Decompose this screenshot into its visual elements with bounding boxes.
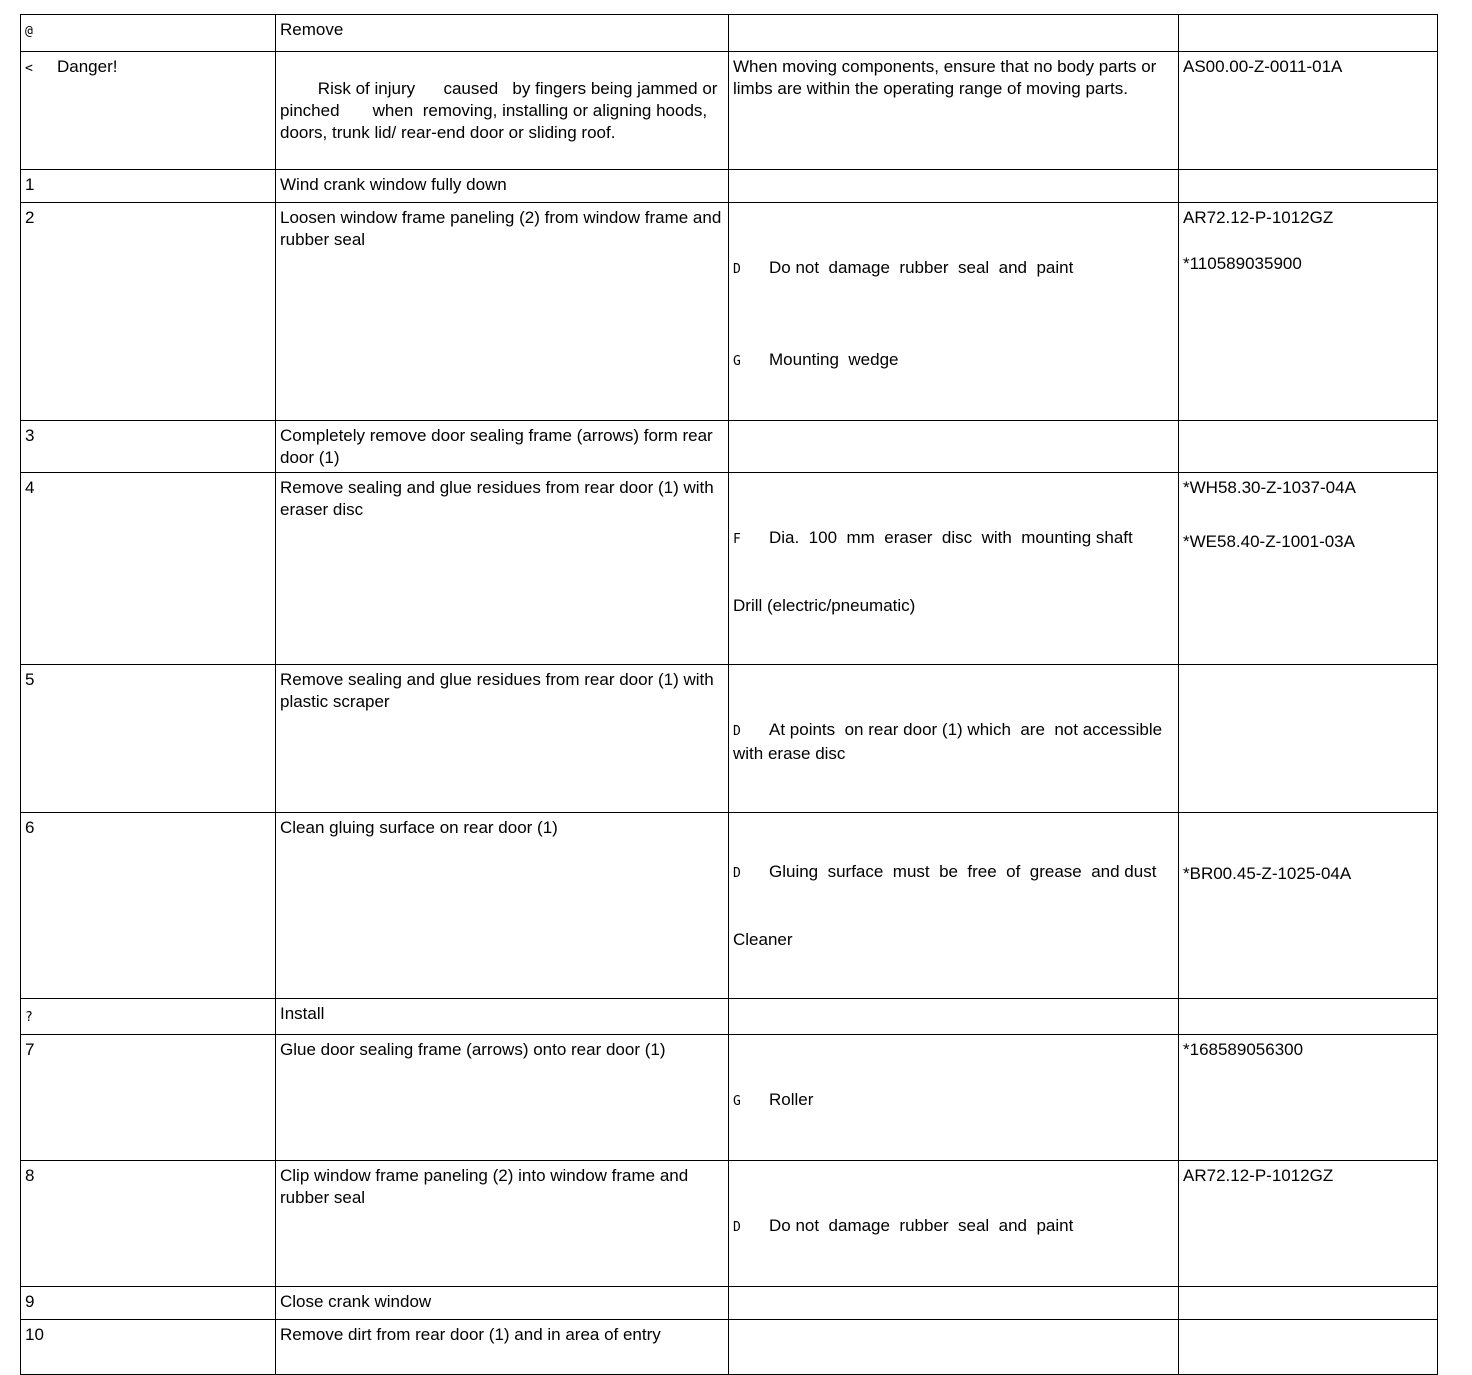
note-text: Gluing surface must be free of grease and dust bbox=[769, 862, 1157, 881]
step-cell bbox=[21, 1035, 276, 1161]
refs-cell bbox=[1179, 473, 1438, 665]
step-number: 8 bbox=[25, 1166, 35, 1185]
action-cell bbox=[276, 421, 729, 473]
step-number: 3 bbox=[25, 426, 35, 445]
step-number: 5 bbox=[25, 670, 35, 689]
section-title: Install bbox=[280, 1004, 325, 1023]
note-symbol: D bbox=[733, 866, 741, 881]
procedure-table bbox=[20, 14, 1438, 1375]
table-row bbox=[21, 1287, 1438, 1320]
step-cell bbox=[21, 170, 276, 203]
note-symbol: D bbox=[733, 724, 741, 739]
refs-cell bbox=[1179, 52, 1438, 170]
table-row bbox=[21, 1161, 1438, 1287]
step-cell bbox=[21, 1287, 276, 1320]
table-row bbox=[21, 999, 1438, 1035]
refs-cell bbox=[1179, 15, 1438, 52]
action-cell bbox=[276, 1161, 729, 1287]
danger-label: Danger! bbox=[57, 57, 118, 76]
notes-cell bbox=[729, 665, 1179, 813]
refs-cell bbox=[1179, 1320, 1438, 1375]
notes-cell bbox=[729, 52, 1179, 170]
refs-cell bbox=[1179, 999, 1438, 1035]
step-text: Remove sealing and glue residues from rear door (1) with eraser disc bbox=[280, 478, 714, 519]
notes-cell bbox=[729, 170, 1179, 203]
action-cell bbox=[276, 813, 729, 999]
step-text: Remove sealing and glue residues from rear door (1) with plastic scraper bbox=[280, 670, 714, 711]
tool-symbol: F bbox=[733, 532, 741, 547]
remove-section-symbol: @ bbox=[25, 24, 33, 39]
tool-reference: *WH58.30-Z-1037-04A bbox=[1183, 478, 1356, 497]
notes-cell bbox=[729, 15, 1179, 52]
refs-cell bbox=[1179, 1035, 1438, 1161]
table-row bbox=[21, 1320, 1438, 1375]
step-cell bbox=[21, 813, 276, 999]
step-text: Clean gluing surface on rear door (1) bbox=[280, 818, 558, 837]
step-text: Glue door sealing frame (arrows) onto rear door (1) bbox=[280, 1040, 666, 1059]
table-row bbox=[21, 52, 1438, 170]
refs-cell bbox=[1179, 813, 1438, 999]
step-number: 7 bbox=[25, 1040, 35, 1059]
action-cell bbox=[276, 15, 729, 52]
action-cell bbox=[276, 1320, 729, 1375]
step-number: 1 bbox=[25, 175, 35, 194]
danger-note: When moving components, ensure that no body parts or limbs are within the operating range of moving parts. bbox=[733, 57, 1157, 98]
note-text: Do not damage rubber seal and paint bbox=[769, 258, 1074, 277]
notes-cell bbox=[729, 1287, 1179, 1320]
note-text: Cleaner bbox=[733, 930, 793, 949]
table-row bbox=[21, 203, 1438, 421]
step-text: Clip window frame paneling (2) into window frame and rubber seal bbox=[280, 1166, 689, 1207]
tool-reference: *110589035900 bbox=[1183, 254, 1302, 273]
note-text: At points on rear door (1) which are not accessible with erase disc bbox=[733, 720, 1167, 763]
tool-symbol: G bbox=[733, 1094, 741, 1109]
notes-cell bbox=[729, 1035, 1179, 1161]
note-text: Dia. 100 mm eraser disc with mounting shaft bbox=[769, 528, 1133, 547]
notes-cell bbox=[729, 473, 1179, 665]
refs-cell bbox=[1179, 1161, 1438, 1287]
note-symbol: D bbox=[733, 1220, 741, 1235]
step-cell bbox=[21, 52, 276, 170]
action-cell bbox=[276, 473, 729, 665]
danger-text: Risk of injury caused by fingers being jammed or pinched when removing, installing or aligning hoods, doors, trunk lid/ rear-end door or sliding roof. bbox=[280, 79, 723, 142]
step-number: 6 bbox=[25, 818, 35, 837]
step-cell bbox=[21, 1320, 276, 1375]
step-number: 10 bbox=[25, 1325, 44, 1344]
step-number: 9 bbox=[25, 1292, 35, 1311]
table-row bbox=[21, 1035, 1438, 1161]
step-text: Wind crank window fully down bbox=[280, 175, 507, 194]
install-section-symbol: ? bbox=[25, 1010, 33, 1025]
refs-cell bbox=[1179, 203, 1438, 421]
step-cell bbox=[21, 1161, 276, 1287]
table-row bbox=[21, 170, 1438, 203]
material-reference: *BR00.45-Z-1025-04A bbox=[1183, 864, 1352, 883]
doc-reference: AS00.00-Z-0011-01A bbox=[1183, 57, 1343, 76]
notes-cell bbox=[729, 1320, 1179, 1375]
note-text: Do not damage rubber seal and paint bbox=[769, 1216, 1074, 1235]
note-text: Drill (electric/pneumatic) bbox=[733, 596, 916, 615]
danger-symbol: < bbox=[25, 61, 33, 76]
action-cell bbox=[276, 1287, 729, 1320]
table-row bbox=[21, 473, 1438, 665]
step-cell bbox=[21, 999, 276, 1035]
notes-cell bbox=[729, 421, 1179, 473]
section-title: Remove bbox=[280, 20, 344, 39]
action-cell bbox=[276, 999, 729, 1035]
step-cell bbox=[21, 421, 276, 473]
step-number: 2 bbox=[25, 208, 35, 227]
table-row bbox=[21, 15, 1438, 52]
doc-reference: AR72.12-P-1012GZ bbox=[1183, 208, 1334, 227]
step-cell bbox=[21, 15, 276, 52]
step-cell bbox=[21, 473, 276, 665]
refs-cell bbox=[1179, 1287, 1438, 1320]
notes-cell bbox=[729, 1161, 1179, 1287]
table-row bbox=[21, 665, 1438, 813]
action-cell bbox=[276, 1035, 729, 1161]
step-cell bbox=[21, 203, 276, 421]
action-cell bbox=[276, 170, 729, 203]
notes-cell bbox=[729, 813, 1179, 999]
action-cell bbox=[276, 665, 729, 813]
refs-cell bbox=[1179, 170, 1438, 203]
refs-cell bbox=[1179, 421, 1438, 473]
note-text: Mounting wedge bbox=[769, 350, 899, 369]
note-symbol: D bbox=[733, 262, 741, 277]
table-row bbox=[21, 421, 1438, 473]
step-cell bbox=[21, 665, 276, 813]
notes-cell bbox=[729, 999, 1179, 1035]
tool-reference: *168589056300 bbox=[1183, 1040, 1304, 1059]
tool-symbol: G bbox=[733, 354, 741, 369]
step-text: Loosen window frame paneling (2) from window frame and rubber seal bbox=[280, 208, 722, 249]
refs-cell bbox=[1179, 665, 1438, 813]
tool-reference: *WE58.40-Z-1001-03A bbox=[1183, 532, 1355, 551]
action-cell bbox=[276, 52, 729, 170]
note-text: Roller bbox=[769, 1090, 814, 1109]
step-text: Remove dirt from rear door (1) and in area of entry bbox=[280, 1325, 661, 1344]
table-row bbox=[21, 813, 1438, 999]
step-text: Close crank window bbox=[280, 1292, 432, 1311]
step-text: Completely remove door sealing frame (arrows) form rear door (1) bbox=[280, 426, 713, 467]
doc-reference: AR72.12-P-1012GZ bbox=[1183, 1166, 1334, 1185]
notes-cell bbox=[729, 203, 1179, 421]
step-number: 4 bbox=[25, 478, 35, 497]
action-cell bbox=[276, 203, 729, 421]
